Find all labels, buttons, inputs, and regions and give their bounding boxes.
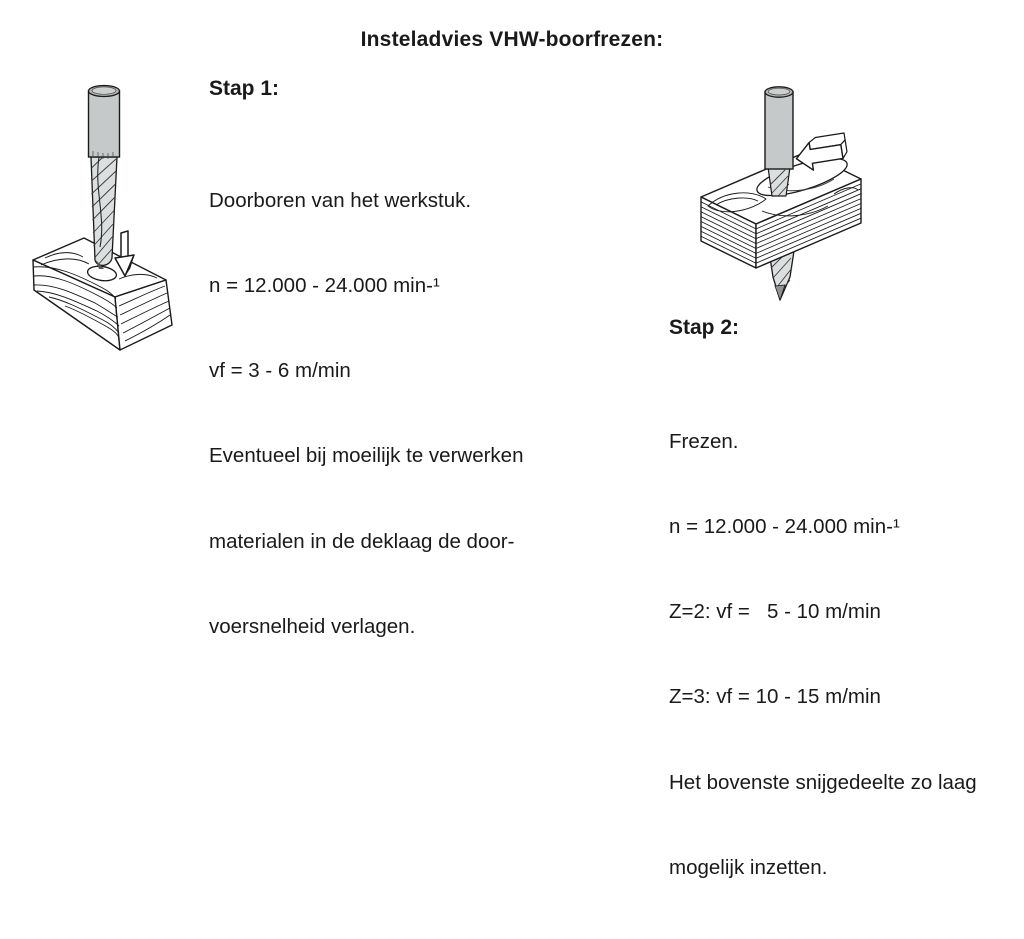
shank-top-inner (768, 88, 790, 95)
text-line: vf = 3 - 6 m/min (209, 359, 351, 383)
text-line: n = 12.000 - 24.000 min-¹ (209, 274, 440, 298)
step1-body (209, 130, 523, 698)
drill-bit (89, 86, 120, 270)
step2-heading: Stap 2: (669, 316, 740, 339)
text-line: mogelijk inzetten. (669, 855, 828, 879)
shank (765, 92, 793, 169)
shank-top-inner (92, 87, 116, 94)
page-title: Insteladvies VHW-boorfrezen: (360, 28, 664, 51)
text-line: Eventueel bij moeilijk te verwerken (209, 444, 524, 468)
text-line: voersnelheid verlagen. (209, 614, 416, 638)
shank (89, 91, 120, 157)
text-line: Z=3: vf = 10 - 15 m/min (669, 685, 881, 709)
text-line: materialen in de deklaag de door- (209, 529, 515, 553)
flute-entry-section (768, 167, 790, 196)
step2-illustration-milling (650, 70, 880, 315)
step2-body (669, 371, 977, 939)
text-line: Het bovenste snijgedeelte zo laag (669, 770, 977, 794)
text-line: Z=2: vf = 5 - 10 m/min (669, 600, 881, 624)
drill-bit (765, 87, 793, 196)
text-line: Doorboren van het werkstuk. (209, 188, 472, 212)
step1-heading: Stap 1: (209, 77, 280, 100)
text-line: Frezen. (669, 429, 739, 453)
step1-illustration-drill-plunge (15, 65, 205, 365)
text-line: n = 12.000 - 24.000 min-¹ (669, 515, 900, 539)
